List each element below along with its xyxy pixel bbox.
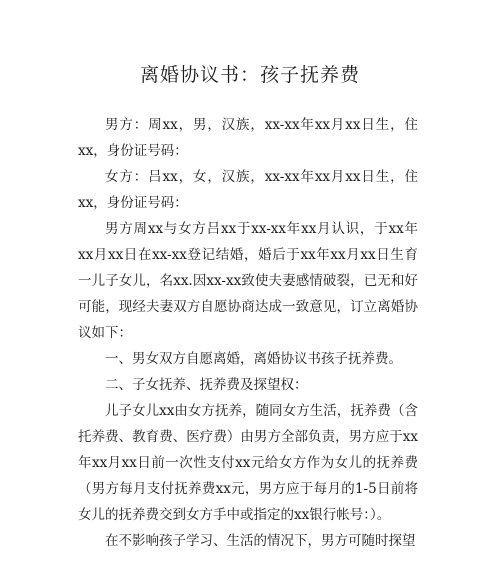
paragraph-clause-2: 二、子女抚养、抚养费及探望权： — [105, 377, 308, 393]
paragraph-visitation: 在不影响孩子学习、生活的情况下，男方可随时探望 — [105, 533, 416, 549]
document-body — [78, 112, 418, 554]
paragraph-clause-1: 一、男女双方自愿离婚，离婚协议书孩子抚养费。 — [105, 351, 402, 367]
paragraph-male-party: 男方：周xx，男，汉族，xx-xx年xx月xx日生，住xx，身份证号码： — [78, 117, 418, 159]
paragraph-female-party: 女方：吕xx，女，汉族，xx-xx年xx月xx日生，住xx，身份证号码： — [78, 169, 418, 211]
document-title: 离婚协议书：孩子抚养费 — [139, 64, 360, 86]
paragraph-custody: 儿子女儿xx由女方抚养，随同女方生活，抚养费（含托养费、教育费、医疗费）由男方全部负责，男方应于xx年xx月xx日前一次性支付xx元给女方作为女儿的抚养费（男方每月支付抚养费xx元，男方应于每月的1-5日前将女儿的抚养费交到女方手中或指定的xx银行帐号：）。 — [78, 403, 418, 523]
paragraph-background: 男方周xx与女方吕xx于xx-xx年xx月认识，于xx年xx月xx日在xx-xx登记结婚，婚后于xx年xx月xx日生育一儿子女儿，名xx.因xx-xx致使夫妻感情破裂，已无和好可能，现经夫妻双方自愿协商达成一致意见，订立离婚协议如下： — [78, 221, 418, 341]
